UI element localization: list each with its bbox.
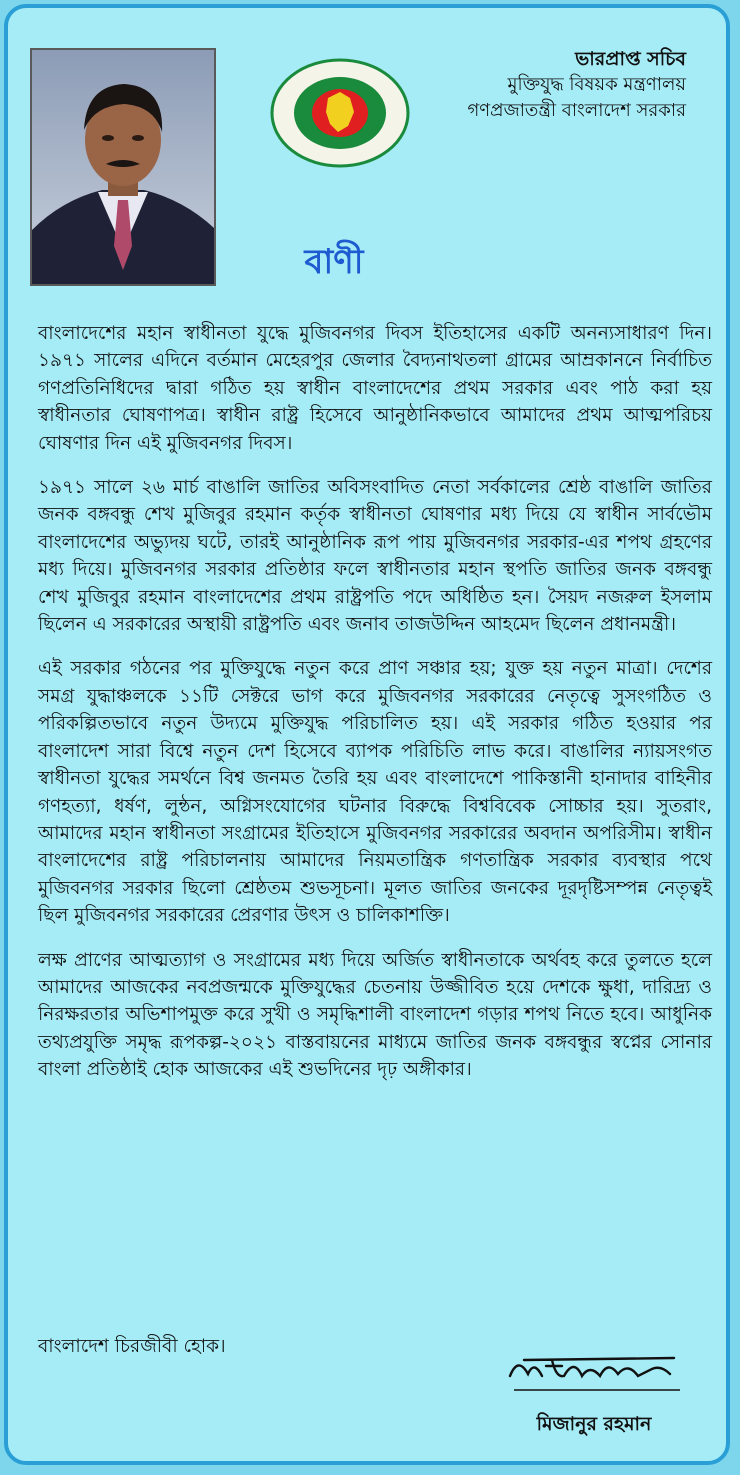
paragraph-2: ১৯৭১ সালে ২৬ মার্চ বাঙালি জাতির অবিসংবাদিত নেতা সর্বকালের শ্রেষ্ঠ বাঙালি জাতির জনক বঙ্গবন্ধু শেখ মুজিবুর রহমান কর্তৃক স্বাধীনতা ঘোষণার মধ্য দিয়ে যে স্বাধীন সার্বভৌম বাংলাদেশের অভ্যুদয় ঘটে, তারই আনুষ্ঠানিক রূপ পায় মুজিবনগর সরকার-এর শপথ গ্রহণের মধ্য দিয়ে। মুজিবনগর সরকার প্রতিষ্ঠার ফলে স্বাধীনতার মহান স্থপতি জাতির জনক বঙ্গবন্ধু শেখ মুজিবুর রহমান বাংলাদেশের প্রথম রাষ্ট্রপতি পদে অধিষ্ঠিত হন। সৈয়দ নজরুল ইসলাম ছিলেন এ সরকারের অস্থায়ী রাষ্ট্রপতি এবং জনাব তাজউদ্দিন আহমেদ ছিলেন প্রধানমন্ত্রী।	[38, 477, 712, 636]
message-body	[38, 320, 712, 1101]
portrait-illustration	[32, 50, 214, 284]
portrait-photo	[30, 48, 216, 286]
ministry-name: মুক্তিযুদ্ধ বিষয়ক মন্ত্রণালয়	[507, 74, 686, 95]
paragraph-4: লক্ষ প্রাণের আত্মত্যাগ ও সংগ্রামের মধ্য দিয়ে অর্জিত স্বাধীনতাকে অর্থবহ করে তুলতে হলে আমাদের আজকের নবপ্রজন্মকে মুক্তিযুদ্ধের চেতনায় উজ্জীবিত হয়ে দেশকে ক্ষুধা, দারিদ্র্য ও নিরক্ষরতার অভিশাপমুক্ত করে সুখী ও সমৃদ্ধিশালী বাংলাদেশ গড়ার শপথ নিতে হবে। আধুনিক তথ্যপ্রযুক্তি সমৃদ্ধ রূপকল্প-২০২১ বাস্তবায়নের মাধ্যমে জাতির জনক বঙ্গবন্ধুর স্বপ্নের সোনার বাংলা প্রতিষ্ঠাই হোক আজকের এই শুভদিনের দৃঢ় অঙ্গীকার।	[38, 949, 712, 1081]
message-card	[4, 4, 730, 1465]
government-name: গণপ্রজাতন্ত্রী বাংলাদেশ সরকার	[467, 100, 686, 121]
designation: ভারপ্রাপ্ত সচিব	[575, 48, 686, 70]
paragraph-3: এই সরকার গঠনের পর মুক্তিযুদ্ধে নতুন করে প্রাণ সঞ্চার হয়; যুক্ত হয় নতুন মাত্রা। দেশের সমগ্র যুদ্ধাঞ্চলকে ১১টি সেক্টরে ভাগ করে মুজিবনগর সরকারের নেতৃত্বে সুসংগঠিত ও পরিকল্পিতভাবে নতুন উদ্যমে মুক্তিযুদ্ধ পরিচালিত হয়। এই সরকার গঠিত হওয়ার পর বাংলাদেশ সারা বিশ্বে নতুন দেশ হিসেবে ব্যাপক পরিচিতি লাভ করে। বাঙালির ন্যায়সংগত স্বাধীনতা যুদ্ধের সমর্থনে বিশ্ব জনমত তৈরি হয় এবং বাংলাদেশে পাকিস্তানী হানাদার বাহিনীর গণহত্যা, ধর্ষণ, লুন্ঠন, অগ্নিসংযোগের ঘটনার বিরুদ্ধে বিশ্ববিবেক সোচ্চার হয়। সুতরাং, আমাদের মহান স্বাধীনতা সংগ্রামের ইতিহাসে মুজিবনগর সরকারের অবদান অপরিসীম। স্বাধীন বাংলাদেশের রাষ্ট্র পরিচালনায় আমাদের নিয়মতান্ত্রিক গণতান্ত্রিক সরকার ব্যবস্থার পথে মুজিবনগর সরকার ছিলো শ্রেষ্ঠতম শুভসূচনা। মূলত জাতির জনকের দূরদৃষ্টিসম্পন্ন নেতৃত্বই ছিল মুজিবনগর সরকারের প্রেরণার উৎস ও চালিকাশক্তি।	[38, 658, 712, 927]
closing-line: বাংলাদেশ চিরজীবী হোক।	[38, 1336, 226, 1357]
message-heading: বাণী	[304, 242, 364, 282]
signature-image	[504, 1346, 684, 1396]
signer-name: মিজানুর রহমান	[536, 1413, 652, 1435]
secretary-info	[356, 46, 686, 124]
paragraph-1: বাংলাদেশের মহান স্বাধীনতা যুদ্ধে মুজিবনগর দিবস ইতিহাসের একটি অনন্যসাধারণ দিন। ১৯৭১ সালের এদিনে বর্তমান মেহেরপুর জেলার বৈদ্যনাথতলা গ্রামের আম্রকাননে নির্বাচিত গণপ্রতিনিধিদের দ্বারা গঠিত হয় স্বাধীন বাংলাদেশের প্রথম সরকার এবং পাঠ করা হয় স্বাধীনতার ঘোষণাপত্র। স্বাধীন রাষ্ট্র হিসেবে আনুষ্ঠানিকভাবে আমাদের প্রথম আত্মপরিচয় ঘোষণার দিন এই মুজিবনগর দিবস।	[38, 323, 712, 454]
